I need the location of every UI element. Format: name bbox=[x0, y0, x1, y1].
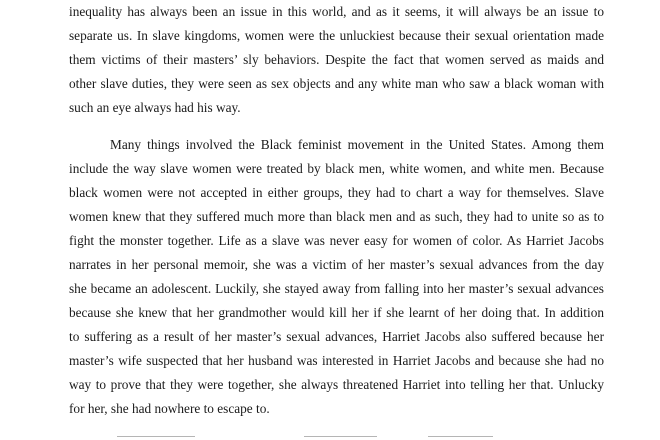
page-footer-rule bbox=[304, 436, 377, 437]
paragraph-2-line: way to prove that they were together, she always threatened Harriet into telling her that. Unlucky bbox=[69, 377, 604, 392]
page-footer-rule bbox=[117, 436, 195, 437]
paragraph-2-line: include the way slave women were treated by black men, white women, and white men. Because bbox=[69, 161, 604, 176]
paragraph-2-line: black women were not accepted in either groups, they had to chart a way for themselves. Slave bbox=[69, 185, 604, 200]
paragraph-2-line: master’s wife suspected that her husband was interested in Harriet Jacobs and because she had no bbox=[69, 353, 604, 368]
page-footer-rule bbox=[428, 436, 493, 437]
paragraph-2-line: narrates in her personal memoir, she was a victim of her master’s sexual advances from the day bbox=[69, 257, 604, 272]
paragraph-2-line: Many things involved the Black feminist movement in the United States. Among them bbox=[110, 137, 604, 152]
paragraph-2-line: for her, she had nowhere to escape to. bbox=[69, 401, 270, 416]
paragraph-2-line: women knew that they suffered much more than black men and as such, they had to unite so as to bbox=[69, 209, 604, 224]
paragraph-1-line: such an eye always had his way. bbox=[69, 100, 241, 115]
paragraph-1-line: inequality has always been an issue in this world, and as it seems, it will always be an issue to bbox=[69, 4, 604, 19]
paragraph-2-line: because she knew that her grandmother would kill her if she learnt of her doing that. In addition bbox=[69, 305, 604, 320]
paragraph-1-line: separate us. In slave kingdoms, women were the unluckiest because their sexual orientation made bbox=[69, 28, 604, 43]
paragraph-1-line: them victims of their masters’ sly behaviors. Despite the fact that women served as maids and bbox=[69, 52, 604, 67]
paragraph-2-line: she became an adolescent. Luckily, she stayed away from falling into her master’s sexual advances bbox=[69, 281, 604, 296]
paragraph-2-line: to suffering as a result of her master’s sexual advances, Harriet Jacobs also suffered because her bbox=[69, 329, 604, 344]
paragraph-2-line: fight the monster together. Life as a slave was never easy for women of color. As Harriet Jacobs bbox=[69, 233, 604, 248]
paragraph-1-line: other slave duties, they were seen as sex objects and any white man who saw a black woman with bbox=[69, 76, 604, 91]
